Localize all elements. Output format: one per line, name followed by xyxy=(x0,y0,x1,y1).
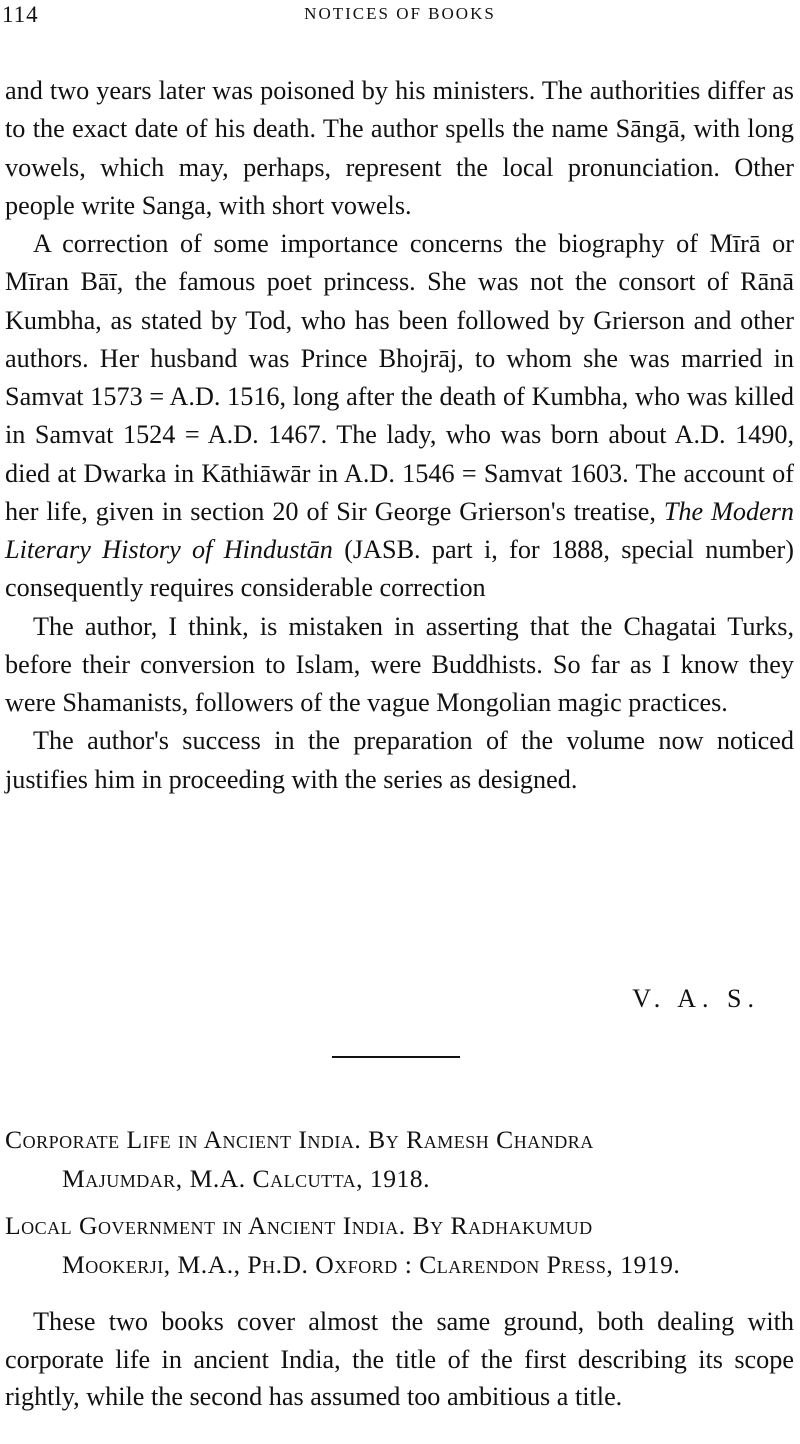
running-head: NOTICES OF BOOKS xyxy=(304,4,496,23)
paragraph-2 xyxy=(5,225,794,608)
bibliography-entry-2 xyxy=(5,1206,794,1284)
bibliography-entry-2-line-1: Local Government in Ancient India. By Radhakumud xyxy=(5,1211,593,1240)
bibliography-entry-1-line-1: Corporate Life in Ancient India. By Ramesh Chandra xyxy=(5,1125,594,1154)
book-title-reference: The Modern Literary History of Hindustān xyxy=(5,496,794,564)
notice-body xyxy=(5,72,794,799)
bibliography-entry-1 xyxy=(5,1120,794,1198)
page-header xyxy=(0,2,800,26)
review-body xyxy=(5,1303,794,1416)
paragraph-2-text: A correction of some importance concerns the biography of Mīrā or Mīran Bāī, the famous poet princess. She was not the consort of Rānā Kumbha, as stated by Tod, who has been followed by Grierson and other authors. Her husband was Prince Bhojrāj, to whom she was married in Samvat 1573 = A.D. 1516, long after the death of Kumbha, who was killed in Samvat 1524 = A.D. 1467. The lady, who was born about A.D. 1490, died at Dwarka in Kāthiāwār in A.D. 1546 = Samvat 1603. The account of her life, given in section 20 of Sir George Grierson's treatise, xyxy=(5,229,794,526)
reviewer-signature: V. A. S. xyxy=(632,984,760,1013)
paragraph-3: The author, I think, is mistaken in asserting that the Chagatai Turks, before their conversion to Islam, were Buddhists. So far as I know they were Shamanists, followers of the vague Mongolian magic practices. xyxy=(5,611,794,717)
paragraph-2-continuation: (JASB. part i, for 1888, special number) consequently requires considerable correction xyxy=(5,535,794,603)
section-divider xyxy=(332,1056,460,1058)
bibliography-entry-2-line-2: Mookerji, M.A., Ph.D. Oxford : Clarendon Press, 1919. xyxy=(62,1250,681,1279)
bibliography-entry-1-line-2: Majumdar, M.A. Calcutta, 1918. xyxy=(62,1164,431,1193)
review-paragraph-1: These two books cover almost the same ground, both dealing with corporate life in ancient India, the title of the first describing its scope rightly, while the second has assumed too ambitious a title. xyxy=(5,1307,794,1411)
paragraph-4: The author's success in the preparation of the volume now noticed justifies him in proceeding with the series as designed. xyxy=(5,726,794,794)
page-number: 114 xyxy=(2,2,39,27)
paragraph-1: and two years later was poisoned by his ministers. The authorities differ as to the exact date of his death. The author spells the name Sāngā, with long vowels, which may, perhaps, represent the local pronunciation. Other people write Sanga, with short vowels. xyxy=(5,76,794,220)
